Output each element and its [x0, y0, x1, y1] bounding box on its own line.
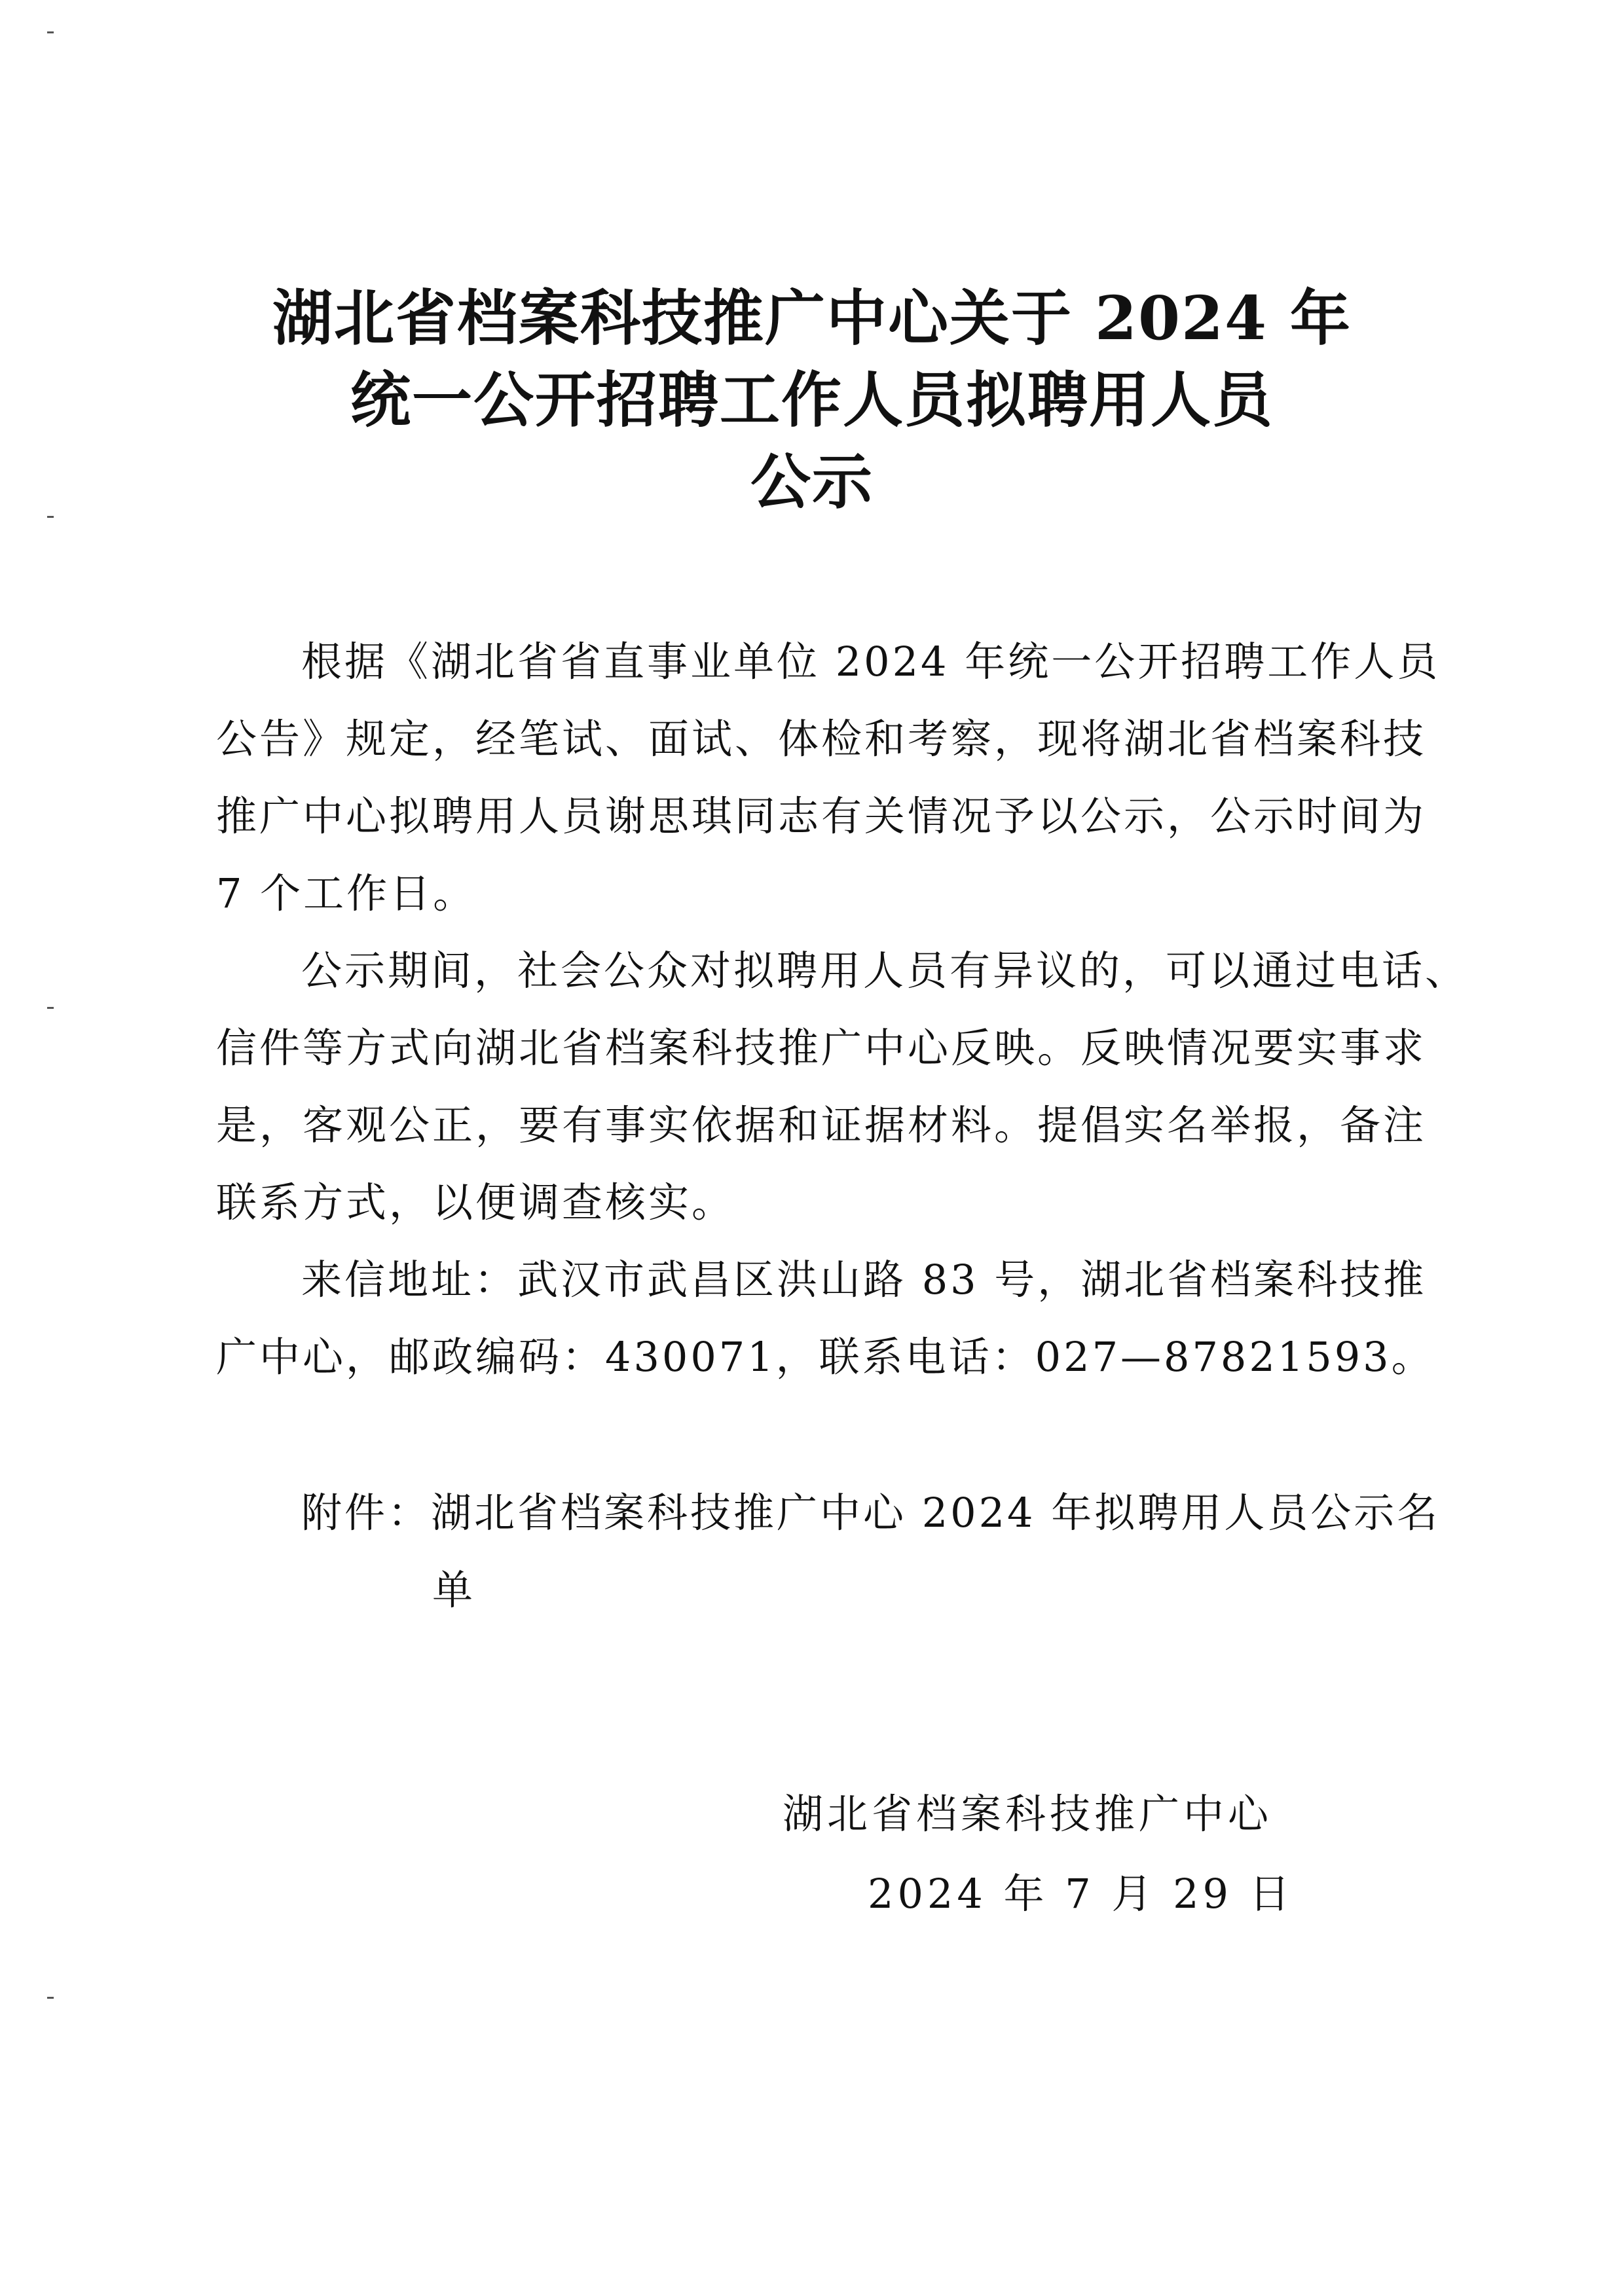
attachment-line-1: 附件：湖北省档案科技推广中心 2024 年拟聘用人员公示名 — [301, 1489, 1441, 1537]
paragraph1-line-1: 根据《湖北省省直事业单位 2024 年统一公开招聘工作人员 — [301, 638, 1441, 685]
paragraph1-line-2: 公告》规定，经笔试、面试、体检和考察，现将湖北省档案科技 — [216, 715, 1427, 763]
scan-speck — [47, 516, 54, 518]
scan-speck — [47, 1997, 54, 1999]
scan-speck — [47, 1007, 54, 1009]
paragraph3-line-2: 广中心，邮政编码：430071，联系电话：027—87821593。 — [216, 1333, 1435, 1381]
title-line-1: 湖北省档案科技推广中心关于 2024 年 — [272, 283, 1352, 354]
paragraph2-line-3: 是，客观公正，要有事实依据和证据材料。提倡实名举报，备注 — [216, 1101, 1427, 1149]
paragraph3-line-1: 来信地址：武汉市武昌区洪山路 83 号，湖北省档案科技推 — [301, 1256, 1427, 1303]
paragraph2-line-4: 联系方式，以便调查核实。 — [216, 1178, 735, 1226]
paragraph1-line-3: 推广中心拟聘用人员谢思琪同志有关情况予以公示，公示时间为 — [216, 792, 1427, 840]
signing-date: 2024 年 7 月 29 日 — [868, 1870, 1294, 1918]
paragraph2-line-2: 信件等方式向湖北省档案科技推广中心反映。反映情况要实事求 — [216, 1024, 1427, 1072]
scan-speck — [47, 31, 54, 33]
paragraph1-line-4: 7 个工作日。 — [216, 869, 477, 917]
attachment-line-2: 单 — [432, 1566, 476, 1614]
signing-organization: 湖北省档案科技推广中心 — [783, 1790, 1273, 1838]
title-line-3: 公示 — [750, 446, 874, 517]
title-line-2: 统一公开招聘工作人员拟聘用人员 — [350, 365, 1274, 435]
paragraph2-line-1: 公示期间，社会公众对拟聘用人员有异议的，可以通过电话、 — [301, 947, 1469, 994]
